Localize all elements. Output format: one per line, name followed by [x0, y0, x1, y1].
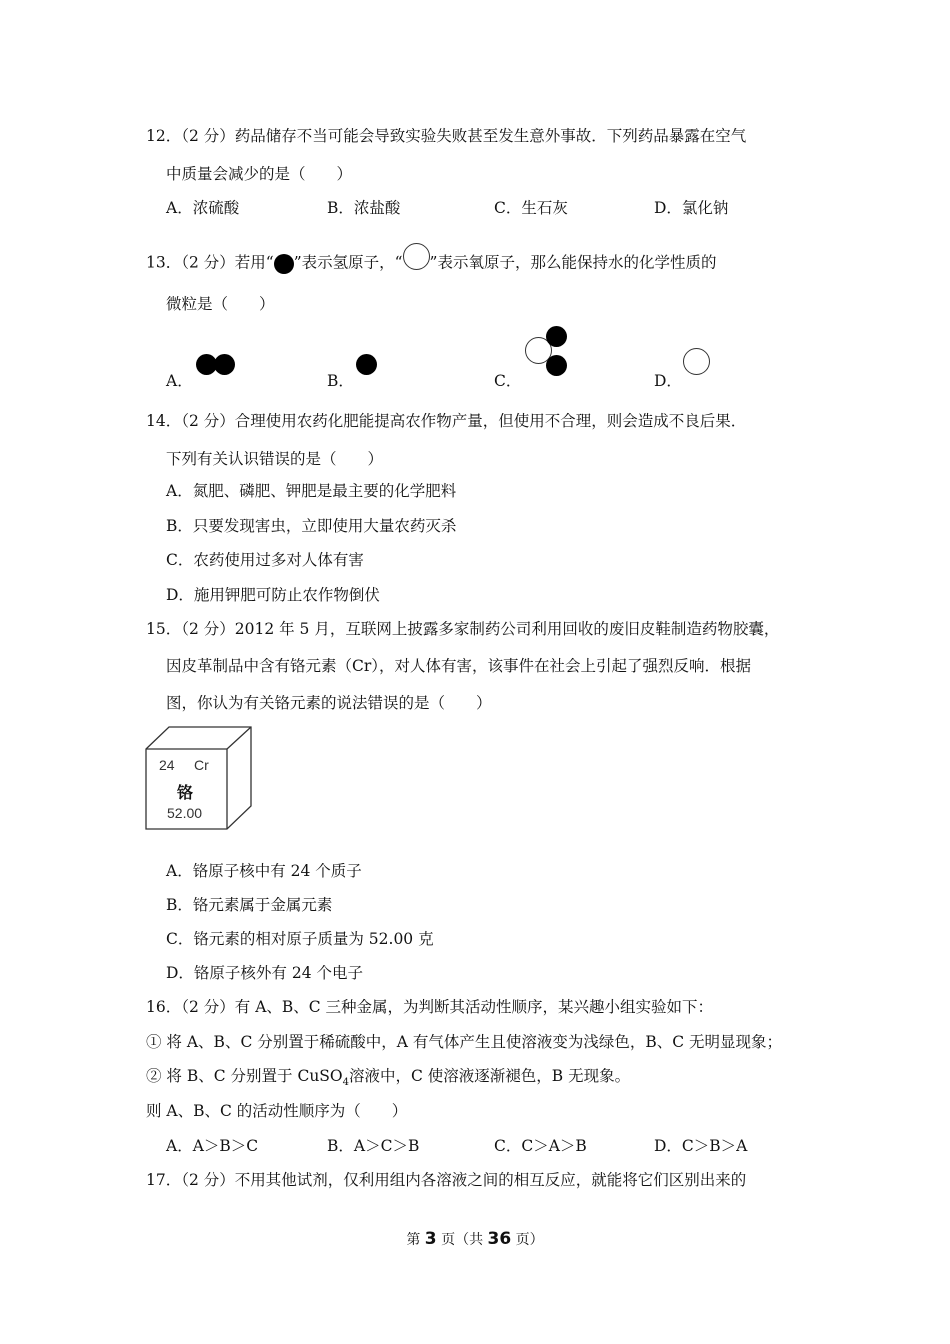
q13-a-hydrogen-atom-2	[214, 354, 235, 375]
q14-option-d[interactable]: D．施用钾肥可防止农作物倒伏	[166, 586, 380, 604]
q13-option-b-label[interactable]: B．	[327, 372, 354, 390]
q12-option-b[interactable]: B．浓盐酸	[327, 199, 401, 217]
q16-option-d[interactable]: D．C＞B＞A	[654, 1137, 748, 1155]
q16-option-b[interactable]: B．A＞C＞B	[327, 1137, 420, 1155]
footer-post: 页）	[511, 1232, 544, 1248]
q15-stem-line3: 图，你认为有关铬元素的说法错误的是（ ）	[166, 694, 492, 712]
q15-option-a[interactable]: A．铬原子核中有 24 个质子	[166, 862, 362, 880]
element-atomic-mass: 52.00	[167, 805, 203, 821]
q13-stem-line1	[146, 250, 716, 277]
q13-c-hydrogen-atom-2	[546, 355, 567, 376]
q13-option-c-label[interactable]: C．	[494, 372, 522, 390]
q12-option-a[interactable]: A．浓硫酸	[166, 199, 240, 217]
q12-option-d[interactable]: D．氯化钠	[654, 199, 729, 217]
q13-stem-line2: 微粒是（ ）	[166, 295, 275, 313]
q16-option-a[interactable]: A．A＞B＞C	[166, 1137, 259, 1155]
q15-option-c[interactable]: C．铬元素的相对原子质量为 52.00 克	[166, 930, 434, 948]
chromium-element-card	[145, 726, 253, 830]
footer-pre: 第	[406, 1232, 425, 1248]
hydrogen-atom-icon	[274, 254, 294, 274]
element-name: 铬	[177, 783, 194, 802]
q12-stem-line2: 中质量会减少的是（ ）	[166, 165, 353, 183]
q14-stem-line2: 下列有关认识错误的是（ ）	[166, 450, 384, 468]
element-atomic-number: 24	[159, 757, 175, 773]
q16-option-c[interactable]: C．C＞A＞B	[494, 1137, 587, 1155]
q15-stem-line2: 因皮革制品中含有铬元素（Cr），对人体有害，该事件在社会上引起了强烈反响．根据	[166, 657, 752, 675]
footer-total-pages: 36	[487, 1229, 512, 1249]
q16-line3-pre: ② 将 B、C 分别置于 CuSO	[146, 1067, 343, 1085]
q12-option-c[interactable]: C．生石灰	[494, 199, 568, 217]
q13-stem-part3: ”表示氧原子，那么能保持水的化学性质的	[429, 253, 717, 272]
q13-option-a-label[interactable]: A．	[166, 372, 193, 390]
q16-stem-line1: 16．（2 分）有 A、B、C 三种金属，为判断其活动性顺序，某兴趣小组实验如下：	[146, 998, 714, 1016]
q14-option-a[interactable]: A．氮肥、磷肥、钾肥是最主要的化学肥料	[166, 482, 457, 500]
q13-stem-part1: 13．（2 分）若用“	[146, 253, 274, 272]
q13-d-oxygen-atom	[683, 348, 710, 375]
footer-mid: 页（共	[436, 1232, 488, 1248]
oxygen-atom-icon	[403, 243, 430, 270]
q16-line3-post: 溶液中，C 使溶液逐渐褪色，B 无现象。	[349, 1067, 631, 1085]
q12-stem-line1: 12．（2 分）药品储存不当可能会导致实验失败甚至发生意外事故．下列药品暴露在空气	[146, 127, 747, 145]
q15-stem-line1: 15．（2 分）2012 年 5 月，互联网上披露多家制药公司利用回收的废旧皮鞋制造药物胶囊，	[146, 620, 780, 638]
q16-stem-line3	[146, 1066, 630, 1093]
q13-option-d-label[interactable]: D．	[654, 372, 682, 390]
q15-option-d[interactable]: D．铬原子核外有 24 个电子	[166, 964, 364, 982]
q15-option-b[interactable]: B．铬元素属于金属元素	[166, 896, 333, 914]
q16-line3-subscript: 4	[342, 1077, 350, 1089]
q14-option-c[interactable]: C．农药使用过多对人体有害	[166, 551, 364, 569]
q16-stem-line2: ① 将 A、B、C 分别置于稀硫酸中，A 有气体产生且使溶液变为浅绿色，B、C 无明显现象；	[146, 1033, 783, 1051]
q14-option-b[interactable]: B．只要发现害虫，立即使用大量农药灭杀	[166, 517, 457, 535]
q17-stem-line1: 17．（2 分）不用其他试剂，仅利用组内各溶液之间的相互反应，就能将它们区别出来的	[146, 1171, 747, 1189]
q14-stem-line1: 14．（2 分）合理使用农药化肥能提高农作物产量，但使用不合理，则会造成不良后果．	[146, 412, 747, 430]
element-symbol: Cr	[194, 757, 209, 773]
q13-stem-part2: ”表示氢原子，“	[293, 253, 403, 272]
footer-page-number: 3	[424, 1229, 437, 1249]
q16-stem-line4: 则 A、B、C 的活动性顺序为（ ）	[146, 1102, 408, 1120]
page-footer	[0, 1229, 950, 1249]
q13-c-hydrogen-atom-1	[546, 326, 567, 347]
q13-b-hydrogen-atom	[356, 354, 377, 375]
